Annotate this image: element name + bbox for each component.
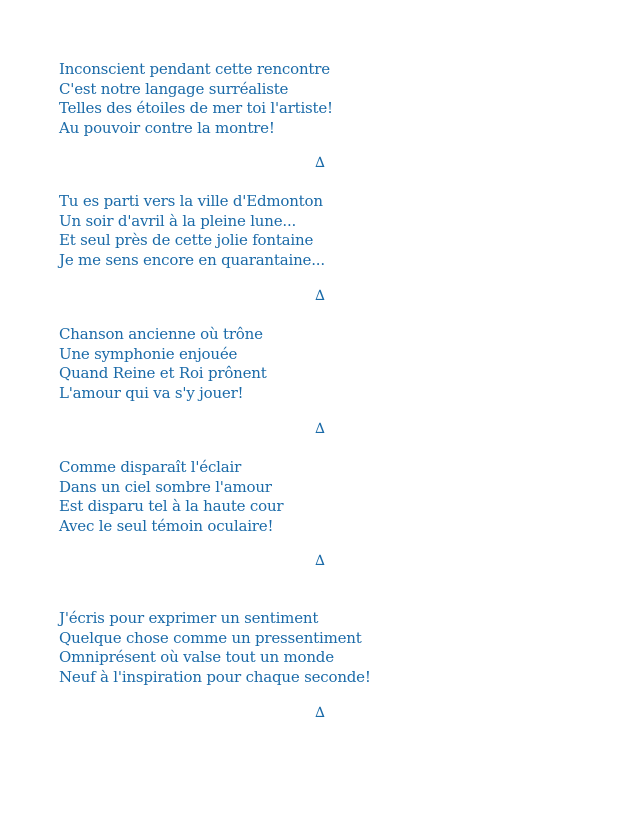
- poem-line: Omniprésent où valse tout un monde: [59, 648, 334, 666]
- poem-line: Quelque chose comme un pressentiment: [59, 628, 362, 647]
- poem-line: Comme disparaît l'éclair: [59, 458, 242, 476]
- stanza-separator: ∆: [315, 155, 325, 171]
- stanza-separator: ∆: [315, 553, 325, 569]
- stanza-separator: ∆: [315, 421, 325, 437]
- poem-line: Un soir d'avril à la pleine lune...: [59, 211, 297, 230]
- stanza-2: [59, 192, 579, 270]
- poem-line: Inconscient pendant cette rencontre: [59, 60, 330, 78]
- poem-line: Au pouvoir contre la montre!: [59, 118, 275, 137]
- poem-line: L'amour qui va s'y jouer!: [59, 383, 244, 402]
- poem-line: Une symphonie enjouée: [59, 344, 238, 363]
- poem-line: Je me sens encore en quarantaine...: [59, 250, 325, 269]
- poem-line: C'est notre langage surréaliste: [59, 79, 289, 98]
- stanza-separator: ∆: [315, 705, 325, 721]
- stanza-separator: ∆: [315, 288, 325, 304]
- poem-line: J'écris pour exprimer un sentiment: [59, 609, 319, 627]
- poem-line: Chanson ancienne où trône: [59, 325, 263, 343]
- poem-line: Et seul près de cette jolie fontaine: [59, 231, 314, 249]
- stanza-5: [59, 609, 579, 687]
- poem-line: Neuf à l'inspiration pour chaque seconde!: [59, 667, 371, 686]
- poem-line: Avec le seul témoin oculaire!: [59, 516, 274, 535]
- poem-line: Tu es parti vers la ville d'Edmonton: [59, 192, 323, 210]
- poem-line: Quand Reine et Roi prônent: [59, 364, 267, 382]
- poem-line: Dans un ciel sombre l'amour: [59, 477, 272, 496]
- stanza-3: [59, 325, 579, 403]
- stanza-4: [59, 458, 579, 536]
- poem-line: Telles des étoiles de mer toi l'artiste!: [59, 99, 333, 117]
- stanza-1: [59, 60, 579, 138]
- poem-line: Est disparu tel à la haute cour: [59, 497, 284, 515]
